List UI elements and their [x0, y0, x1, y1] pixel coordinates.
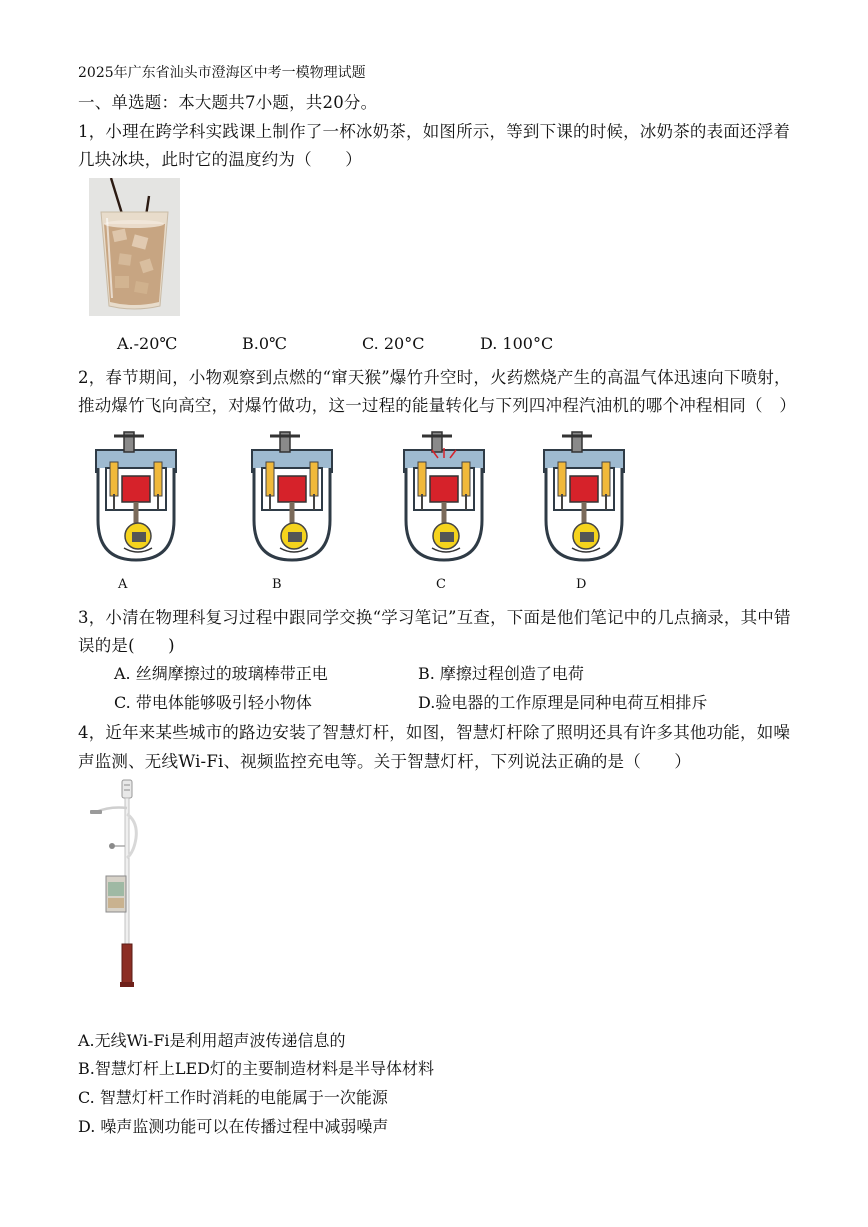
engine-label-a: A — [118, 577, 128, 592]
q3-option-a: A. 丝绸摩擦过的玻璃棒带正电 — [114, 664, 328, 683]
q1-option-b: B.0℃ — [242, 334, 287, 353]
q1-stem-line2: 几块冰块，此时它的温度约为（ ） — [78, 150, 362, 169]
engine-label-c: C — [436, 577, 446, 592]
q1-option-a: A.-20℃ — [117, 334, 178, 353]
q3-option-c: C. 带电体能够吸引轻小物体 — [114, 693, 312, 712]
iced-milk-tea-image — [89, 178, 180, 316]
doc-title: 2025年广东省汕头市澄海区中考一模物理试题 — [78, 65, 366, 81]
section-heading: 一、单选题：本大题共7小题，共20分。 — [78, 93, 378, 112]
q3-option-b: B. 摩擦过程创造了电荷 — [418, 664, 584, 683]
q3-stem-line1: 3，小清在物理科复习过程中跟同学交换“学习笔记”互查，下面是他们笔记中的几点摘录，其中错 — [78, 608, 791, 627]
engine-label-d: D — [576, 577, 587, 592]
q1-option-d: D. 100°C — [480, 334, 554, 353]
q1-option-c: C. 20°C — [362, 334, 425, 353]
engine-label-b: B — [272, 577, 282, 592]
smart-lamp-pole-image — [80, 778, 160, 990]
q4-option-d: D. 噪声监测功能可以在传播过程中减弱噪声 — [78, 1117, 389, 1136]
q4-stem-line1: 4，近年来某些城市的路边安装了智慧灯杆，如图，智慧灯杆除了照明还具有许多其他功能，如噪 — [78, 723, 791, 742]
engine-diagram-c — [396, 428, 496, 568]
q2-stem-line2: 推动爆竹飞向高空，对爆竹做功，这一过程的能量转化与下列四冲程汽油机的哪个冲程相同（ ） — [78, 396, 797, 415]
q4-option-a: A.无线Wi-Fi是利用超声波传递信息的 — [78, 1031, 346, 1050]
engine-diagram-a — [88, 428, 188, 568]
engine-diagram-b — [244, 428, 344, 568]
q4-option-c: C. 智慧灯杆工作时消耗的电能属于一次能源 — [78, 1088, 388, 1107]
q1-stem-line1: 1，小理在跨学科实践课上制作了一杯冰奶茶，如图所示，等到下课的时候，冰奶茶的表面还浮着 — [78, 122, 791, 141]
q3-option-d: D.验电器的工作原理是同种电荷互相排斥 — [418, 693, 708, 712]
q4-stem-line2: 声监测、无线Wi-Fi、视频监控充电等。关于智慧灯杆，下列说法正确的是（ ） — [78, 752, 692, 771]
engine-diagram-d — [536, 428, 636, 568]
q4-option-b: B.智慧灯杆上LED灯的主要制造材料是半导体材料 — [78, 1059, 434, 1078]
q3-stem-line2: 误的是( ) — [78, 636, 175, 655]
q2-stem-line1: 2，春节期间，小物观察到点燃的“窜天猴”爆竹升空时，火药燃烧产生的高温气体迅速向下喷射， — [78, 368, 791, 387]
